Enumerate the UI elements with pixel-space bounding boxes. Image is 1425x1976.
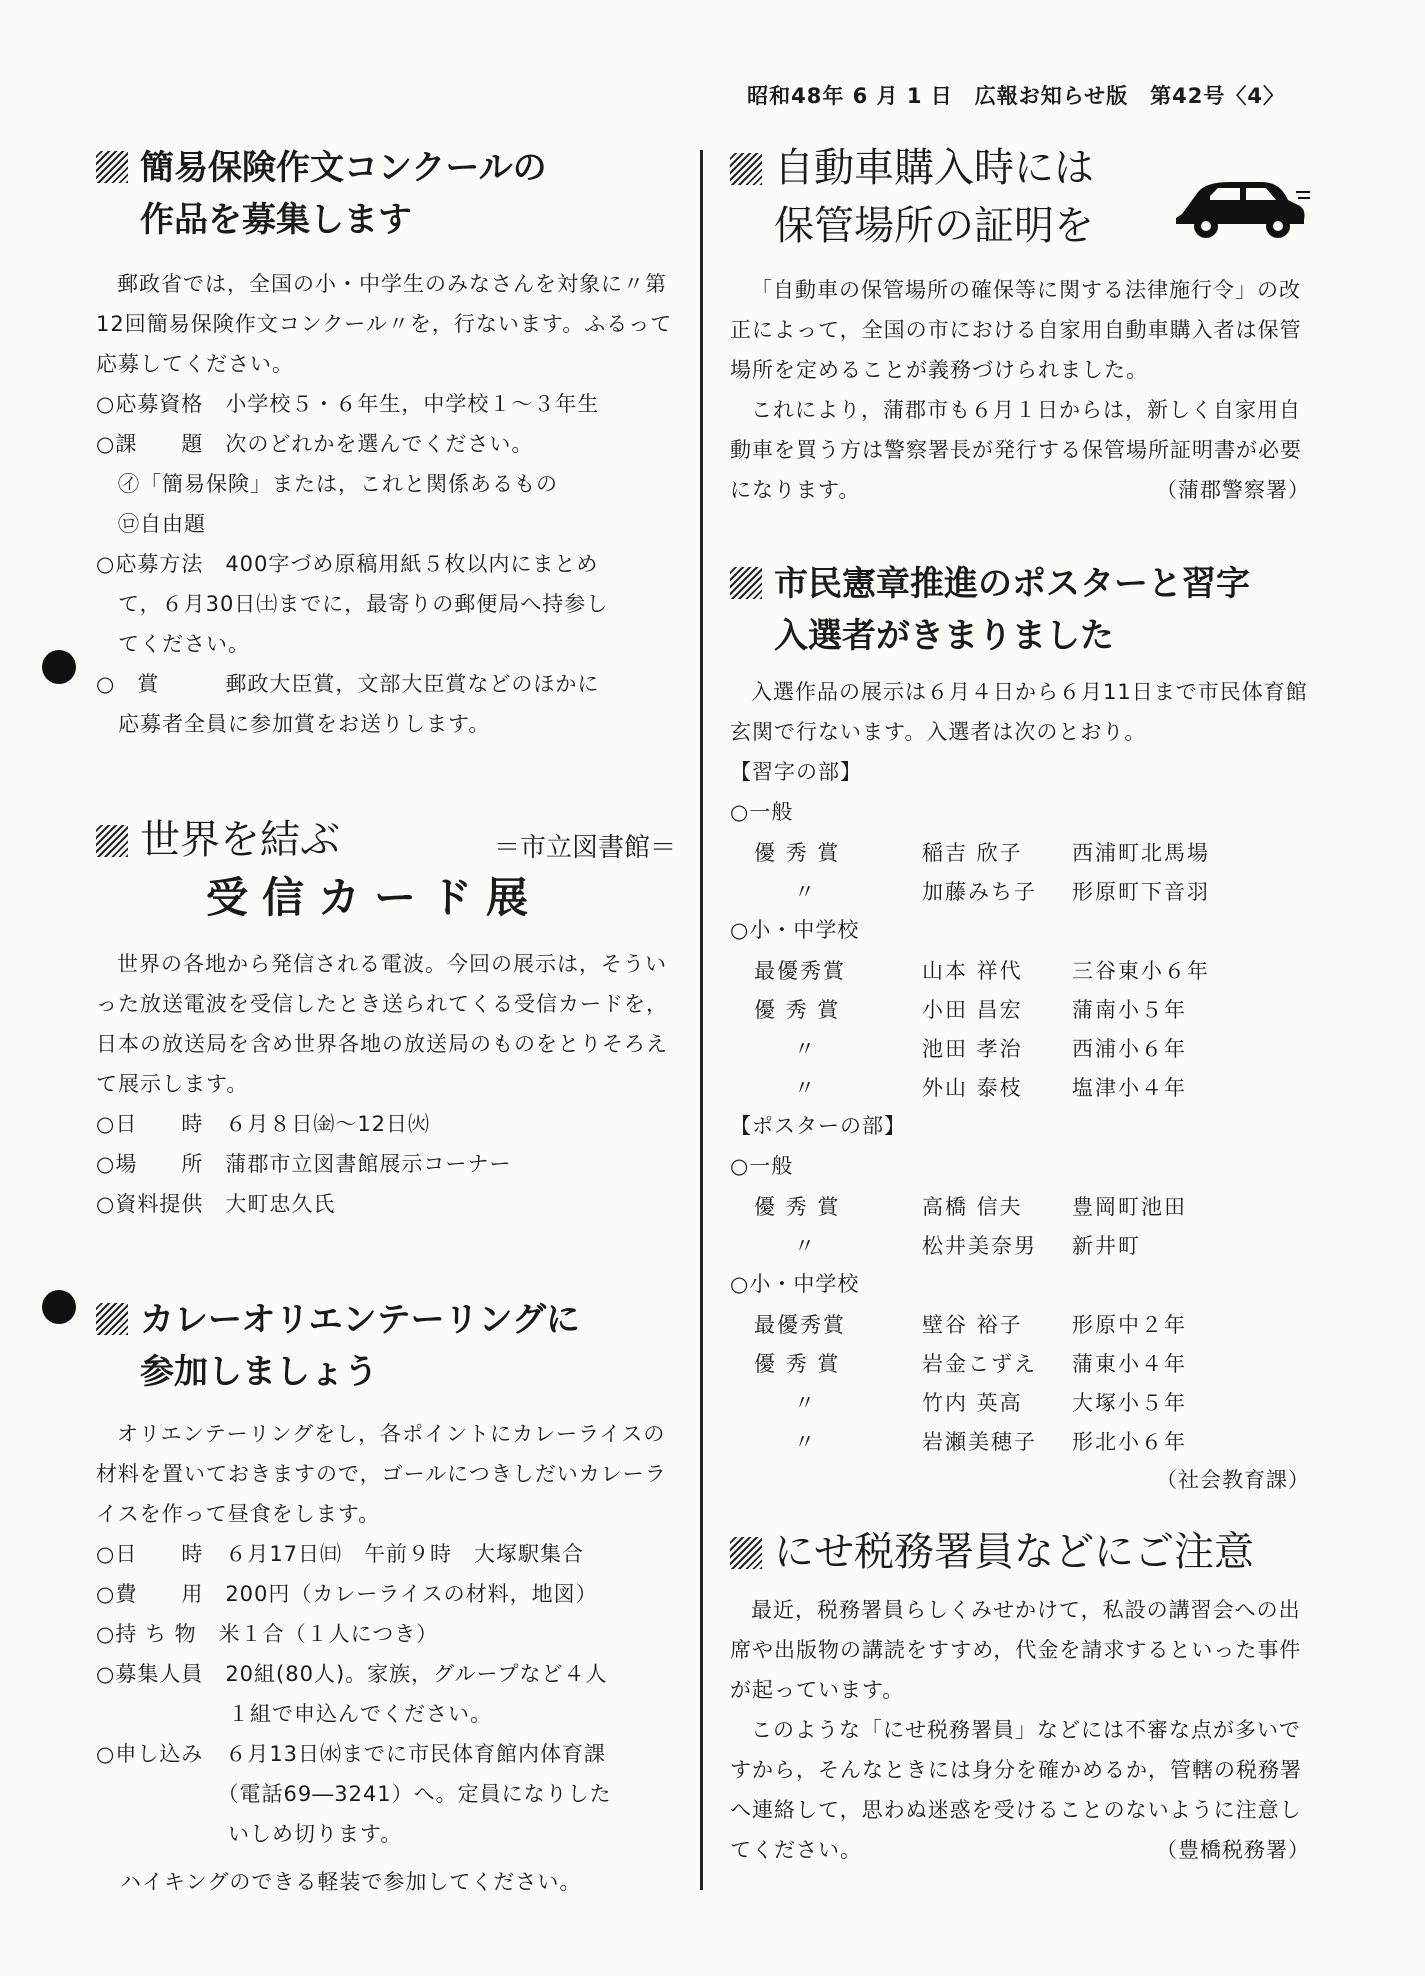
title-line-1: 自動車購入時には	[774, 145, 1094, 191]
title-line-1: カレーオリエンテーリングに	[140, 1300, 580, 1340]
article-body: 世界の各地から発信される電波。今回の展示は，そういった放送電波を受信したとき送られてくる受信カードを，日本の放送局を含め世界各地の放送局のものをとりそろえて展示します。	[96, 952, 668, 1096]
group-label: ○一般	[730, 800, 794, 824]
table-row	[754, 832, 1210, 871]
award: 優 秀 賞	[754, 1194, 841, 1219]
award: 〃	[794, 1429, 817, 1454]
winner-name: 稲吉 欣子	[922, 840, 1023, 865]
winners-table	[754, 832, 1210, 910]
category-heading: 【習字の部】	[730, 760, 862, 784]
table-row	[754, 950, 1210, 989]
article-title	[730, 558, 1310, 610]
table-row	[754, 1343, 1187, 1382]
winner-place: 大塚小５年	[1072, 1390, 1187, 1415]
detail-item: ○費 用 200円（カレーライスの材料，地図）	[96, 1582, 598, 1606]
winner-name: 外山 泰枝	[922, 1075, 1023, 1100]
article-body: オリエンテーリングをし，各ポイントにカレーライスの材料を置いておきますので，ゴールにつきしだいカレーライスを作って昼食をします。	[96, 1422, 667, 1526]
article-body: 「自動車の保管場所の確保等に関する法律施行令」の改正によって，全国の市における自家用自動車購入者は保管場所を定めることが義務づけられました。	[730, 278, 1302, 382]
hatch-bar-icon	[96, 825, 128, 857]
award: 〃	[794, 1233, 817, 1258]
winner-place: 形原町下音羽	[1072, 879, 1210, 904]
article-source: （蒲郡警察署）	[1156, 478, 1310, 502]
title-line-1: 世界を結ぶ	[140, 817, 340, 863]
article-poster-calligraphy-winners	[730, 558, 1310, 1500]
article-title	[96, 814, 676, 866]
article-qsl-card-exhibit	[96, 814, 676, 1224]
article-parking-certificate	[730, 142, 1310, 510]
detail-item: ○募集人員 20組(80人)。家族，グループなど４人	[96, 1662, 608, 1686]
winner-place: 蒲南小５年	[1072, 997, 1187, 1022]
table-row	[754, 1067, 1210, 1106]
detail-item: てください。	[96, 632, 250, 656]
title-line-1: にせ税務署員などにご注意	[774, 1529, 1254, 1575]
winner-place: 三谷東小６年	[1072, 958, 1210, 983]
detail-item: ○応募方法 400字づめ原稿用紙５枚以内にまとめ	[96, 552, 599, 576]
article-body: 入選作品の展示は６月４日から６月11日まで市民体育館玄関で行ないます。入選者は次のとおり。	[730, 680, 1308, 744]
detail-item: ㋺自由題	[96, 512, 206, 536]
title-line-1: 簡易保険作文コンクールの	[140, 148, 547, 188]
winner-place: 西浦小６年	[1072, 1036, 1187, 1061]
detail-item: ○申し込み ６月13日㈬までに市民体育館内体育課	[96, 1742, 607, 1766]
hatch-bar-icon	[96, 151, 128, 183]
hatch-bar-icon	[730, 153, 762, 185]
title-line-2: 入選者がきまりました	[774, 616, 1114, 656]
detail-item: ○課 題 次のどれかを選んでください。	[96, 432, 534, 456]
right-column	[730, 142, 1310, 1896]
winner-place: 新井町	[1072, 1233, 1141, 1258]
title-line-2: 保管場所の証明を	[774, 203, 1094, 249]
detail-item: て，６月30日㈯までに，最寄りの郵便局へ持参し	[96, 592, 609, 616]
detail-item: ○日 時 ６月８日㈮～12日㈫	[96, 1112, 431, 1136]
article-title	[96, 1294, 676, 1346]
article-body: 最近，税務署員らしくみせかけて，私設の講習会への出席や出版物の講読をすすめ，代金を請求するといった事件が起っています。	[730, 1598, 1302, 1702]
winners-table	[754, 1304, 1187, 1460]
award: 優 秀 賞	[754, 840, 841, 865]
page-header: 昭和48年 6 月 1 日 広報お知らせ版 第42号〈4〉	[747, 84, 1285, 108]
winner-name: 小田 昌宏	[922, 997, 1023, 1022]
winner-name: 岩瀬美穂子	[922, 1429, 1037, 1454]
table-row	[754, 1304, 1187, 1343]
winner-name: 山本 祥代	[922, 958, 1023, 983]
hatch-bar-icon	[730, 567, 762, 599]
detail-item: １組で申込んでください。	[96, 1702, 492, 1726]
award: 最優秀賞	[754, 1312, 846, 1337]
detail-item: ○日 時 ６月17日㈰ 午前９時 大塚駅集合	[96, 1542, 585, 1566]
article-title	[730, 1526, 1310, 1578]
column-divider	[700, 150, 703, 1890]
winner-name: 竹内 英高	[922, 1390, 1023, 1415]
table-row	[754, 1421, 1187, 1460]
winner-place: 豊岡町池田	[1072, 1194, 1187, 1219]
detail-list	[96, 1104, 676, 1224]
award: 〃	[794, 1075, 817, 1100]
winners-table	[754, 950, 1210, 1106]
car-icon	[1170, 170, 1310, 240]
award: 優 秀 賞	[754, 1351, 841, 1376]
left-column	[96, 142, 676, 1928]
award: 〃	[794, 1390, 817, 1415]
title-line-2: 参加しましょう	[140, 1352, 378, 1392]
detail-item: ○資料提供 大町忠久氏	[96, 1192, 336, 1216]
winner-place: 塩津小４年	[1072, 1075, 1187, 1100]
article-body: このような「にせ税務署員」などには不審な点が多いですから，そんなときには身分を確かめるか，管轄の税務署へ連絡して，思わぬ迷惑を受けることのないように注意してください。	[730, 1718, 1302, 1862]
award: 最優秀賞	[754, 958, 846, 983]
article-footer-note: ハイキングのできる軽装で参加してください。	[120, 1870, 582, 1894]
award: 〃	[794, 879, 817, 904]
table-row	[754, 1028, 1210, 1067]
detail-item: （電話69―3241）へ。定員になりした	[96, 1782, 612, 1806]
table-row	[754, 1225, 1187, 1264]
table-row	[754, 871, 1210, 910]
detail-item: 応募者全員に参加賞をお送りします。	[96, 712, 491, 736]
title-line-2: 作品を募集します	[140, 200, 412, 240]
detail-item: ○応募資格 小学校５・６年生，中学校１～３年生	[96, 392, 600, 416]
article-fake-tax-officer-warning	[730, 1526, 1310, 1870]
group-label: ○小・中学校	[730, 1272, 860, 1296]
table-row	[754, 1382, 1187, 1421]
punch-hole-bottom	[42, 1290, 76, 1324]
award: 優 秀 賞	[754, 997, 841, 1022]
category-heading: 【ポスターの部】	[730, 1114, 906, 1138]
table-row	[754, 989, 1210, 1028]
group-label: ○小・中学校	[730, 918, 860, 942]
winner-place: 西浦町北馬場	[1072, 840, 1210, 865]
article-essay-contest	[96, 142, 676, 744]
title-line-2: 受信カード展	[206, 873, 543, 922]
winner-name: 池田 孝治	[922, 1036, 1023, 1061]
detail-list	[96, 384, 676, 744]
winner-name: 高橋 信夫	[922, 1194, 1023, 1219]
winner-name: 壁谷 裕子	[922, 1312, 1023, 1337]
winner-place: 形北小６年	[1072, 1429, 1187, 1454]
article-subtitle: ＝市立図書館＝	[493, 833, 676, 863]
detail-item: ○場 所 蒲郡市立図書館展示コーナー	[96, 1152, 512, 1176]
article-source: （豊橋税務署）	[1156, 1838, 1310, 1862]
detail-item: ㋑「簡易保険」または，これと関係あるもの	[96, 472, 558, 496]
title-line-1: 市民憲章推進のポスターと習字	[774, 564, 1250, 604]
winner-place: 形原中２年	[1072, 1312, 1187, 1337]
article-body: これにより，蒲郡市も６月１日からは，新しく自家用自動車を買う方は警察署長が発行する保管場所証明書が必要になります。	[730, 398, 1302, 502]
article-title	[96, 142, 676, 194]
article-body: 郵政省では，全国の小・中学生のみなさんを対象に〃第12回簡易保険作文コンクール〃を，行ないます。ふるって応募してください。	[96, 272, 673, 376]
detail-list	[96, 1534, 676, 1854]
article-curry-orienteering	[96, 1294, 676, 1902]
group-label: ○一般	[730, 1154, 794, 1178]
winner-place: 蒲東小４年	[1072, 1351, 1187, 1376]
punch-hole-top	[42, 650, 76, 684]
table-row	[754, 1186, 1187, 1225]
hatch-bar-icon	[730, 1537, 762, 1569]
award: 〃	[794, 1036, 817, 1061]
winner-name: 松井美奈男	[922, 1233, 1037, 1258]
detail-item: ○ 賞 郵政大臣賞，文部大臣賞などのほかに	[96, 672, 600, 696]
detail-item: ○持 ち 物 米１合（１人につき）	[96, 1622, 439, 1646]
winners-table	[754, 1186, 1187, 1264]
winner-name: 加藤みち子	[922, 879, 1037, 904]
article-source: （社会教育課）	[1156, 1468, 1310, 1492]
hatch-bar-icon	[96, 1303, 128, 1335]
winner-name: 岩金こずえ	[922, 1351, 1037, 1376]
detail-item: いしめ切ります。	[96, 1822, 403, 1846]
